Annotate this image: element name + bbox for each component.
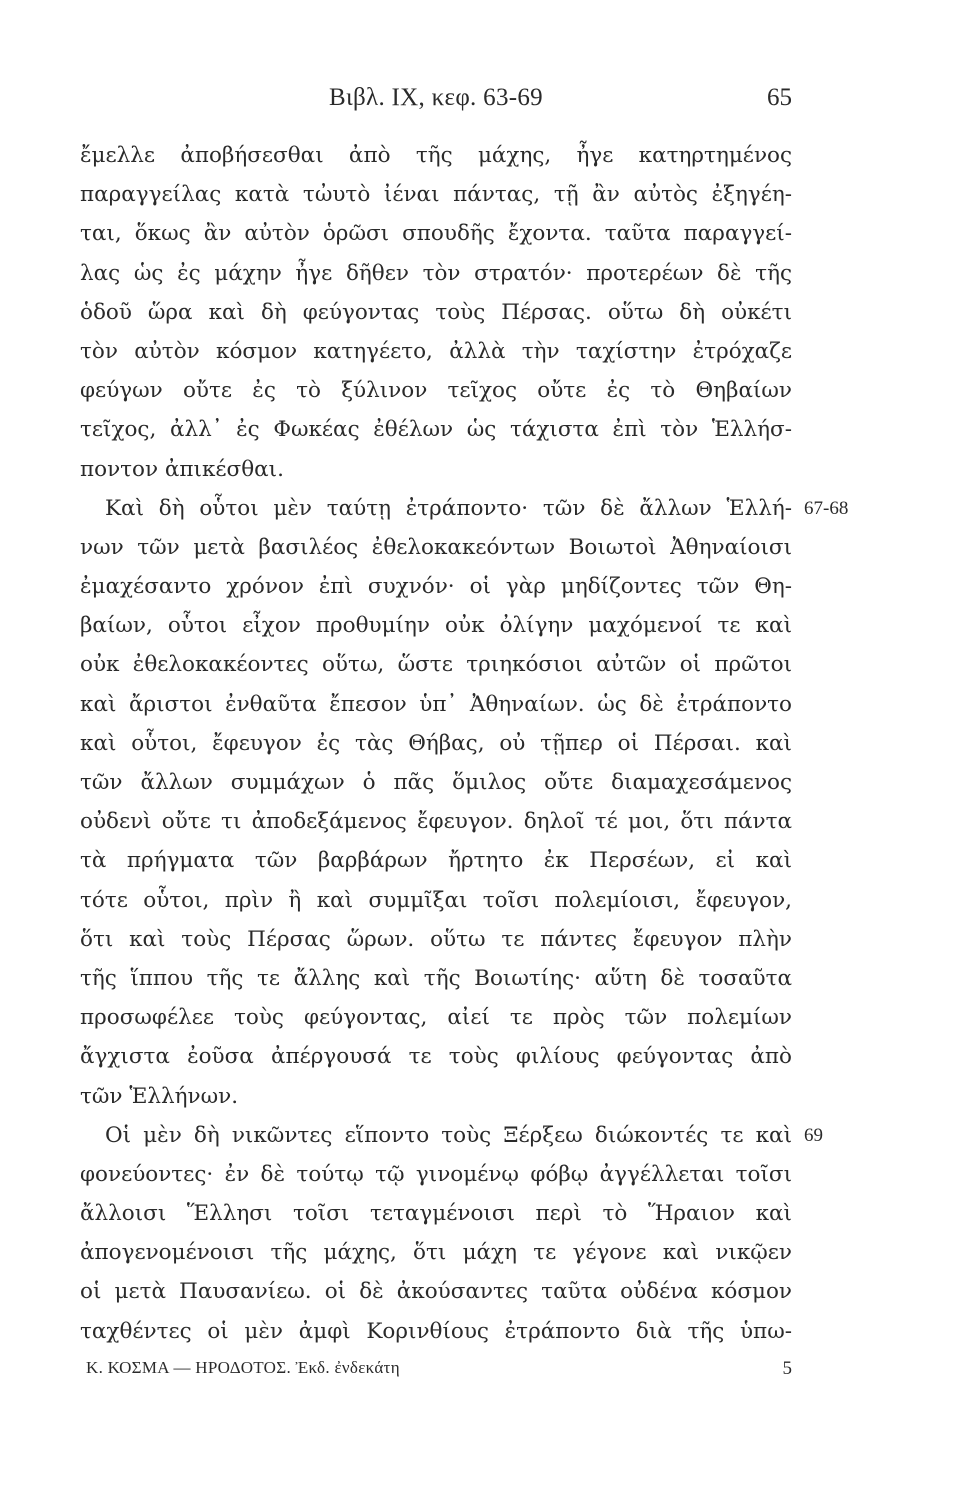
line-text: οὐδενὶ οὔτε τι ἀποδεξάμενος ἔφευγον. δηλοῖ τέ μοι, ὅτι πάντα xyxy=(80,809,792,835)
line-text: ἄλλοισι Ἕλλησι τοῖσι τεταγμένοισι περὶ τὸ Ἥραιον καὶ xyxy=(80,1201,792,1227)
sheet-number: 5 xyxy=(782,1358,792,1379)
line-text: φεύγων οὔτε ἐς τὸ ξύλινον τεῖχος οὔτε ἐς τὸ Θηβαίων xyxy=(80,378,792,404)
text-line xyxy=(80,645,792,684)
line-text: τεῖχος, ἀλλ᾽ ἐς Φωκέας ἐθέλων ὡς τάχιστα ἐπὶ τὸν Ἑλλήσ- xyxy=(80,417,792,443)
line-text: Καὶ δὴ οὗτοι μὲν ταύτῃ ἐτράποντο· τῶν δὲ ἄλλων Ἑλλή- xyxy=(105,495,792,521)
text-line xyxy=(80,841,792,880)
text-line xyxy=(80,528,792,567)
line-text: ποντον ἀπικέσθαι. xyxy=(80,456,284,482)
line-text: νων τῶν μετὰ βασιλέος ἐθελοκακεόντων Βοιωτοὶ Ἀθηναίοισι xyxy=(80,534,792,560)
line-text: ἀπογενομένοισι τῆς μάχης, ὅτι μάχη τε γέγονε καὶ νικῷεν xyxy=(80,1240,792,1266)
text-line xyxy=(80,685,792,724)
text-line xyxy=(80,1077,792,1116)
line-text: οἱ μετὰ Παυσανίεω. οἱ δὲ ἀκούσαντες ταῦτα οὐδένα κόσμον xyxy=(80,1279,792,1305)
text-line xyxy=(80,214,792,253)
chapter-margin-reference: 67-68 xyxy=(804,497,849,519)
text-line xyxy=(80,1116,823,1155)
line-text: τότε οὗτοι, πρὶν ἢ καὶ συμμῖξαι τοῖσι πολεμίοισι, ἔφευγον, xyxy=(80,887,792,913)
line-text: ἔμελλε ἀποβήσεσθαι ἀπὸ τῆς μάχης, ἦγε κατηρτημένος xyxy=(80,143,792,168)
text-line xyxy=(80,1194,792,1233)
line-text: τῆς ἵππου τῆς τε ἄλλης καὶ τῆς Βοιωτίης· αὕτη δὲ τοσαῦτα xyxy=(80,965,792,991)
line-text: Οἱ μὲν δὴ νικῶντες εἵποντο τοὺς Ξέρξεω διώκοντές τε καὶ xyxy=(105,1122,792,1148)
line-text: λας ὡς ἐς μάχην ἦγε δῆθεν τὸν στρατόν· προτερέων δὲ τῆς xyxy=(80,260,792,286)
text-line xyxy=(80,371,792,410)
text-line xyxy=(80,175,792,214)
text-line xyxy=(80,1312,792,1351)
text-line xyxy=(80,920,792,959)
text-line xyxy=(80,293,792,332)
text-line xyxy=(80,332,792,371)
line-text: ται, ὅκως ἂν αὐτὸν ὁρῶσι σπουδῆς ἔχοντα. ταῦτα παραγγεί- xyxy=(80,221,792,247)
text-line xyxy=(80,489,849,528)
running-title: Βιβλ. ΙΧ, κεφ. 63-69 xyxy=(329,84,543,111)
text-line xyxy=(80,450,792,489)
printer-signature: Κ. ΚΟΣΜΑ — ΗΡΟΔΟΤΟΣ. Ἐκδ. ἐνδεκάτη xyxy=(86,1358,400,1377)
line-text: ταχθέντες οἱ μὲν ἀμφὶ Κορινθίους ἐτράποντο διὰ τῆς ὑπω- xyxy=(80,1318,792,1344)
line-text: βαίων, οὗτοι εἶχον προθυμίην οὐκ ὀλίγην μαχόμενοί τε καὶ xyxy=(80,613,792,639)
text-line xyxy=(80,998,792,1037)
line-text: ὅτι καὶ τοὺς Πέρσας ὥρων. οὕτω τε πάντες ἔφευγον πλὴν xyxy=(80,926,792,952)
running-header xyxy=(80,80,792,120)
page-number: 65 xyxy=(767,84,792,111)
page-footer xyxy=(80,1358,792,1388)
line-text: τῶν ἄλλων συμμάχων ὁ πᾶς ὅμιλος οὔτε διαμαχεσάμενος xyxy=(80,770,792,795)
line-text: ἐμαχέσαντο χρόνον ἐπὶ συχνόν· οἱ γὰρ μηδίζοντες τῶν Θη- xyxy=(80,574,792,600)
text-line xyxy=(80,1037,792,1076)
text-line xyxy=(80,567,792,606)
text-line xyxy=(80,724,792,763)
text-line xyxy=(80,136,792,175)
line-text: τὰ πρήγματα τῶν βαρβάρων ἤρτητο ἐκ Περσέων, εἰ καὶ xyxy=(80,848,792,874)
text-line xyxy=(80,959,792,998)
text-line xyxy=(80,1233,792,1272)
text-line xyxy=(80,1272,792,1311)
line-text: οὐκ ἐθελοκακέοντες οὕτω, ὥστε τριηκόσιοι αὐτῶν οἱ πρῶτοι xyxy=(80,652,792,678)
line-text: ἄγχιστα ἐοῦσα ἀπέργουσά τε τοὺς φιλίους φεύγοντας ἀπὸ xyxy=(80,1044,792,1070)
text-line xyxy=(80,1155,792,1194)
line-text: καὶ οὗτοι, ἔφευγον ἐς τὰς Θήβας, οὐ τῇπερ οἱ Πέρσαι. καὶ xyxy=(80,730,792,756)
text-line xyxy=(80,606,792,645)
body-text xyxy=(80,136,849,1351)
text-line xyxy=(80,254,792,293)
line-text: ὁδοῦ ὥρα καὶ δὴ φεύγοντας τοὺς Πέρσας. οὕτω δὴ οὐκέτι xyxy=(80,299,792,325)
line-text: παραγγείλας κατὰ τὠυτὸ ἰέναι πάντας, τῇ ἂν αὐτὸς ἐξηγέη- xyxy=(80,182,792,208)
text-line xyxy=(80,881,792,920)
text-line xyxy=(80,410,792,449)
chapter-margin-reference: 69 xyxy=(804,1124,823,1146)
line-text: φονεύοντες· ἐν δὲ τούτῳ τῷ γινομένῳ φόβῳ ἀγγέλλεται τοῖσι xyxy=(80,1161,792,1187)
line-text: τὸν αὐτὸν κόσμον κατηγέετο, ἀλλὰ τὴν ταχίστην ἐτρόχαζε xyxy=(80,338,792,364)
text-line xyxy=(80,763,792,802)
text-line xyxy=(80,802,792,841)
line-text: προσωφέλεε τοὺς φεύγοντας, αἰεί τε πρὸς τῶν πολεμίων xyxy=(80,1005,792,1031)
line-text: καὶ ἄριστοι ἐνθαῦτα ἔπεσον ὑπ᾽ Ἀθηναίων. ὡς δὲ ἐτράποντο xyxy=(80,691,792,717)
line-text: τῶν Ἑλλήνων. xyxy=(80,1083,239,1109)
